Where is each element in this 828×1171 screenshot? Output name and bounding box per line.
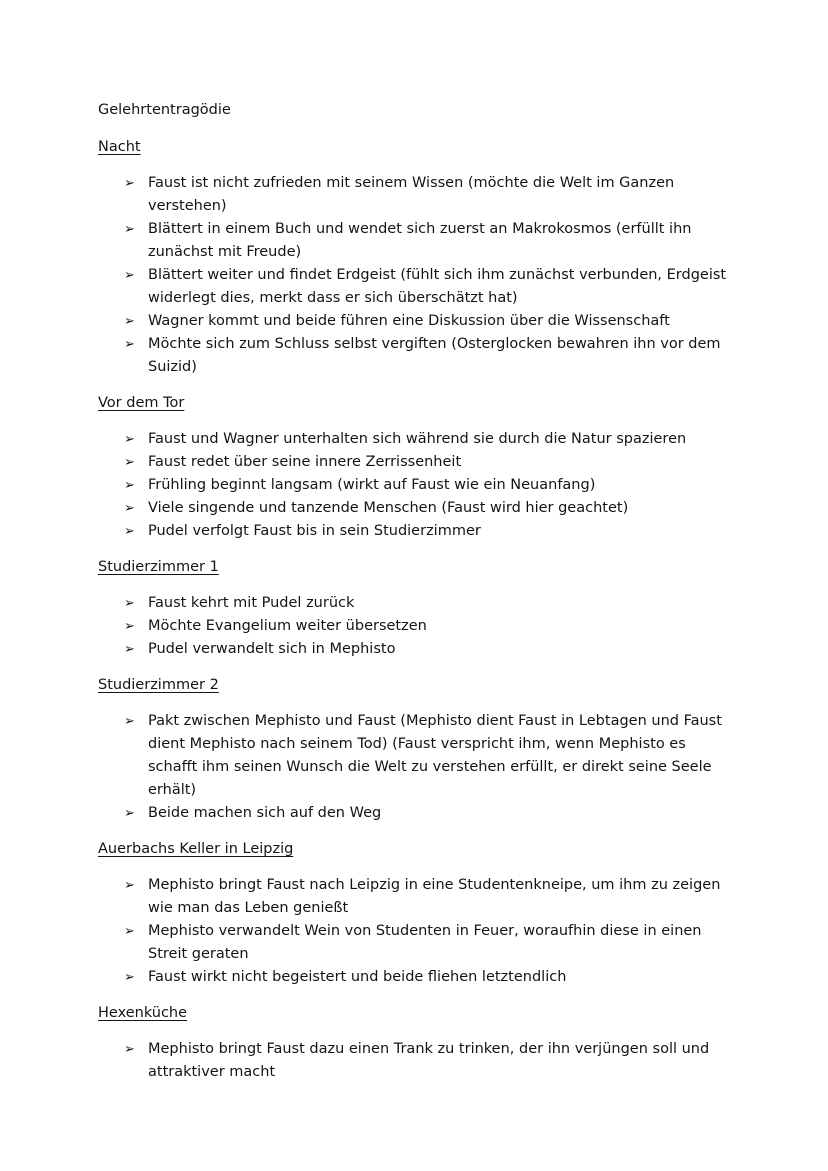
section-list-studierzimmer-2 — [98, 710, 738, 825]
section-heading-studierzimmer-2: Studierzimmer 2 — [98, 677, 219, 693]
list-item-text: Faust wirkt nicht begeistert und beide fliehen letztendlich — [148, 969, 567, 985]
arrow-bullet-icon: ➢ — [124, 878, 135, 893]
list-item-text: Mephisto verwandelt Wein von Studenten in Feuer, woraufhin diese in einen Streit geraten — [148, 923, 702, 962]
arrow-bullet-icon: ➢ — [124, 501, 135, 516]
arrow-bullet-icon: ➢ — [124, 619, 135, 634]
list-item — [98, 874, 738, 920]
arrow-bullet-icon: ➢ — [124, 314, 135, 329]
list-item — [98, 710, 738, 802]
document-content — [98, 99, 738, 1097]
section-list-auerbachs-keller — [98, 874, 738, 989]
section-list-studierzimmer-1 — [98, 592, 738, 661]
list-item — [98, 310, 738, 333]
list-item — [98, 218, 738, 264]
section-list-hexenkueche — [98, 1038, 738, 1084]
document-title: Gelehrtentragödie — [98, 102, 231, 118]
arrow-bullet-icon: ➢ — [124, 642, 135, 657]
list-item — [98, 802, 738, 825]
section-list-vor-dem-tor — [98, 428, 738, 543]
list-item — [98, 264, 738, 310]
arrow-bullet-icon: ➢ — [124, 176, 135, 191]
list-item — [98, 451, 738, 474]
arrow-bullet-icon: ➢ — [124, 432, 135, 447]
section-heading-nacht: Nacht — [98, 139, 141, 155]
arrow-bullet-icon: ➢ — [124, 924, 135, 939]
list-item-text: Faust kehrt mit Pudel zurück — [148, 595, 355, 611]
list-item-text: Faust und Wagner unterhalten sich während sie durch die Natur spazieren — [148, 431, 687, 447]
list-item-text: Mephisto bringt Faust dazu einen Trank zu trinken, der ihn verjüngen soll und attraktiver macht — [148, 1041, 710, 1080]
list-item — [98, 172, 738, 218]
list-item-text: Pudel verwandelt sich in Mephisto — [148, 641, 396, 657]
arrow-bullet-icon: ➢ — [124, 806, 135, 821]
list-item-text: Faust redet über seine innere Zerrissenheit — [148, 454, 462, 470]
list-item-text: Pakt zwischen Mephisto und Faust (Mephisto dient Faust in Lebtagen und Faust dient Mephisto nach seinem Tod) (Faust verspricht ihm, wenn Mephisto es schafft ihm seinen Wunsch die Welt zu verstehen erfüllt, er direkt seine Seele erhält) — [148, 713, 722, 798]
arrow-bullet-icon: ➢ — [124, 714, 135, 729]
arrow-bullet-icon: ➢ — [124, 478, 135, 493]
arrow-bullet-icon: ➢ — [124, 596, 135, 611]
list-item-text: Möchte sich zum Schluss selbst vergiften (Osterglocken bewahren ihn vor dem Suizid) — [148, 336, 721, 375]
arrow-bullet-icon: ➢ — [124, 455, 135, 470]
list-item — [98, 1038, 738, 1084]
list-item — [98, 333, 738, 379]
arrow-bullet-icon: ➢ — [124, 337, 135, 352]
list-item-text: Blättert weiter und findet Erdgeist (fühlt sich ihm zunächst verbunden, Erdgeist widerlegt dies, merkt dass er sich überschätzt hat) — [148, 267, 727, 306]
section-list-nacht — [98, 172, 738, 379]
list-item — [98, 592, 738, 615]
arrow-bullet-icon: ➢ — [124, 268, 135, 283]
list-item-text: Wagner kommt und beide führen eine Diskussion über die Wissenschaft — [148, 313, 670, 329]
arrow-bullet-icon: ➢ — [124, 1042, 135, 1057]
list-item-text: Blättert in einem Buch und wendet sich zuerst an Makrokosmos (erfüllt ihn zunächst mit Freude) — [148, 221, 692, 260]
list-item — [98, 428, 738, 451]
list-item — [98, 474, 738, 497]
arrow-bullet-icon: ➢ — [124, 524, 135, 539]
list-item-text: Faust ist nicht zufrieden mit seinem Wissen (möchte die Welt im Ganzen verstehen) — [148, 175, 675, 214]
list-item-text: Frühling beginnt langsam (wirkt auf Faust wie ein Neuanfang) — [148, 477, 596, 493]
section-heading-hexenkueche: Hexenküche — [98, 1005, 188, 1021]
arrow-bullet-icon: ➢ — [124, 970, 135, 985]
list-item-text: Pudel verfolgt Faust bis in sein Studierzimmer — [148, 523, 481, 539]
list-item — [98, 966, 738, 989]
section-heading-studierzimmer-1: Studierzimmer 1 — [98, 559, 219, 575]
list-item-text: Mephisto bringt Faust nach Leipzig in eine Studentenkneipe, um ihm zu zeigen wie man das Leben genießt — [148, 877, 721, 916]
arrow-bullet-icon: ➢ — [124, 222, 135, 237]
list-item-text: Beide machen sich auf den Weg — [148, 805, 382, 821]
section-heading-vor-dem-tor: Vor dem Tor — [98, 395, 185, 411]
list-item — [98, 920, 738, 966]
list-item — [98, 497, 738, 520]
list-item-text: Viele singende und tanzende Menschen (Faust wird hier geachtet) — [148, 500, 629, 516]
list-item-text: Möchte Evangelium weiter übersetzen — [148, 618, 427, 634]
list-item — [98, 638, 738, 661]
list-item — [98, 615, 738, 638]
section-heading-auerbachs-keller: Auerbachs Keller in Leipzig — [98, 841, 294, 857]
list-item — [98, 520, 738, 543]
